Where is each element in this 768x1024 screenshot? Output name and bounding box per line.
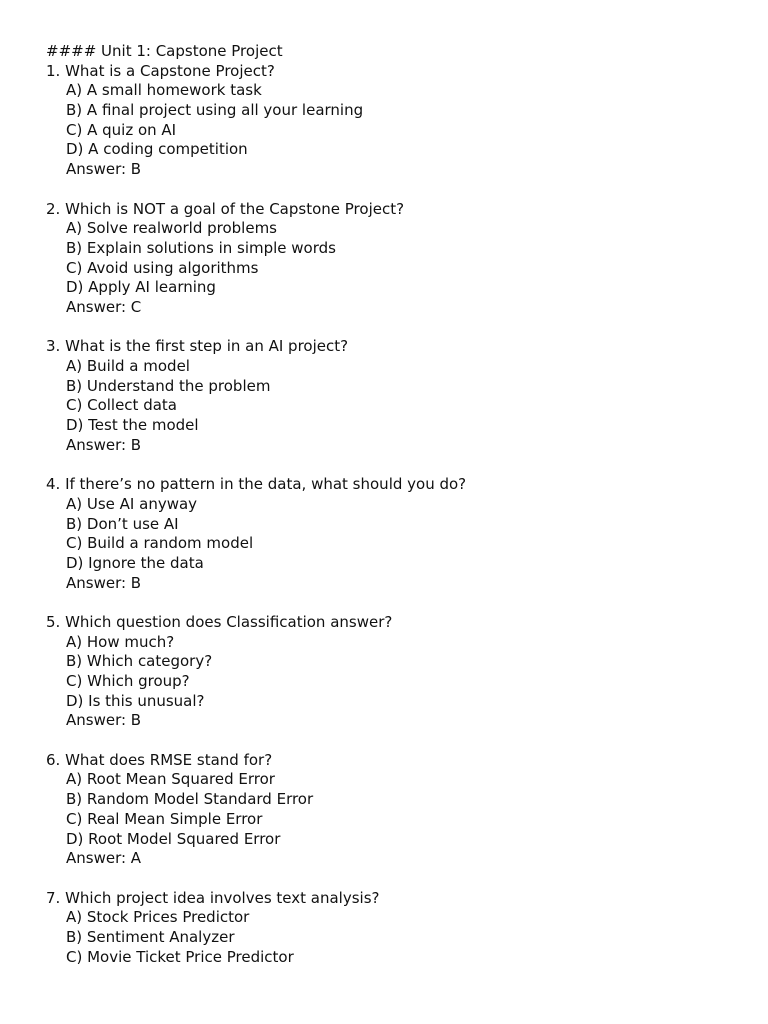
option-d: D) Test the model — [66, 416, 199, 435]
option-b: B) Understand the problem — [66, 376, 271, 395]
question-text: 7. Which project idea involves text analysis? — [46, 888, 380, 907]
question-text: 1. What is a Capstone Project? — [46, 61, 275, 80]
option-c: C) Which group? — [66, 672, 190, 690]
answer-line: Answer: B — [66, 160, 142, 179]
option-c: C) Real Mean Simple Error — [66, 809, 263, 828]
option-a: A) Build a model — [66, 357, 190, 375]
option-c: C) Movie Ticket Price Predictor — [66, 947, 294, 966]
question-text: 6. What does RMSE stand for? — [46, 750, 273, 769]
question-block-3 — [46, 337, 746, 455]
option-c: C) Build a random model — [66, 534, 254, 553]
question-text: 2. Which is NOT a goal of the Capstone Project? — [46, 199, 405, 218]
option-a: A) How much? — [66, 632, 175, 651]
answer-line: Answer: B — [66, 573, 142, 592]
option-b: B) Explain solutions in simple words — [66, 238, 336, 257]
option-a: A) Use AI anyway — [66, 494, 198, 513]
option-d: D) Apply AI learning — [66, 278, 216, 297]
blank-line — [46, 318, 746, 338]
question-text: 4. If there’s no pattern in the data, what should you do? — [46, 475, 467, 494]
answer-line: Answer: C — [66, 297, 142, 316]
blank-line — [46, 593, 746, 613]
option-b: B) Which category? — [66, 652, 213, 671]
question-block-4 — [46, 475, 746, 593]
option-a: A) Root Mean Squared Error — [66, 770, 275, 789]
option-c: C) Collect data — [66, 396, 177, 415]
option-c: C) Avoid using algorithms — [66, 258, 259, 277]
option-a: A) Solve realworld problems — [66, 219, 277, 238]
blank-line — [46, 180, 746, 200]
blank-line — [46, 455, 746, 475]
blank-line — [46, 869, 746, 889]
document-heading: #### Unit 1: Capstone Project — [46, 42, 283, 60]
question-block-1 — [46, 62, 746, 180]
option-d: D) Ignore the data — [66, 553, 204, 572]
option-b: B) A final project using all your learning — [66, 101, 364, 120]
answer-line: Answer: B — [66, 711, 142, 730]
option-c: C) A quiz on AI — [66, 120, 177, 139]
question-block-5 — [46, 613, 746, 731]
blank-line — [46, 731, 746, 751]
question-text: 3. What is the first step in an AI project? — [46, 337, 349, 356]
document-page — [46, 42, 746, 967]
option-b: B) Sentiment Analyzer — [66, 927, 235, 946]
answer-line: Answer: B — [66, 435, 142, 454]
option-b: B) Random Model Standard Error — [66, 790, 314, 809]
option-d: D) A coding competition — [66, 140, 248, 159]
question-block-2 — [46, 200, 746, 318]
question-text: 5. Which question does Classification answer? — [46, 612, 393, 631]
answer-line: Answer: A — [66, 849, 142, 868]
option-d: D) Is this unusual? — [66, 691, 205, 710]
question-block-6 — [46, 751, 746, 869]
question-block-7 — [46, 889, 746, 968]
option-b: B) Don’t use AI — [66, 514, 179, 533]
option-d: D) Root Model Squared Error — [66, 829, 281, 848]
option-a: A) Stock Prices Predictor — [66, 908, 250, 927]
option-a: A) A small homework task — [66, 81, 262, 100]
